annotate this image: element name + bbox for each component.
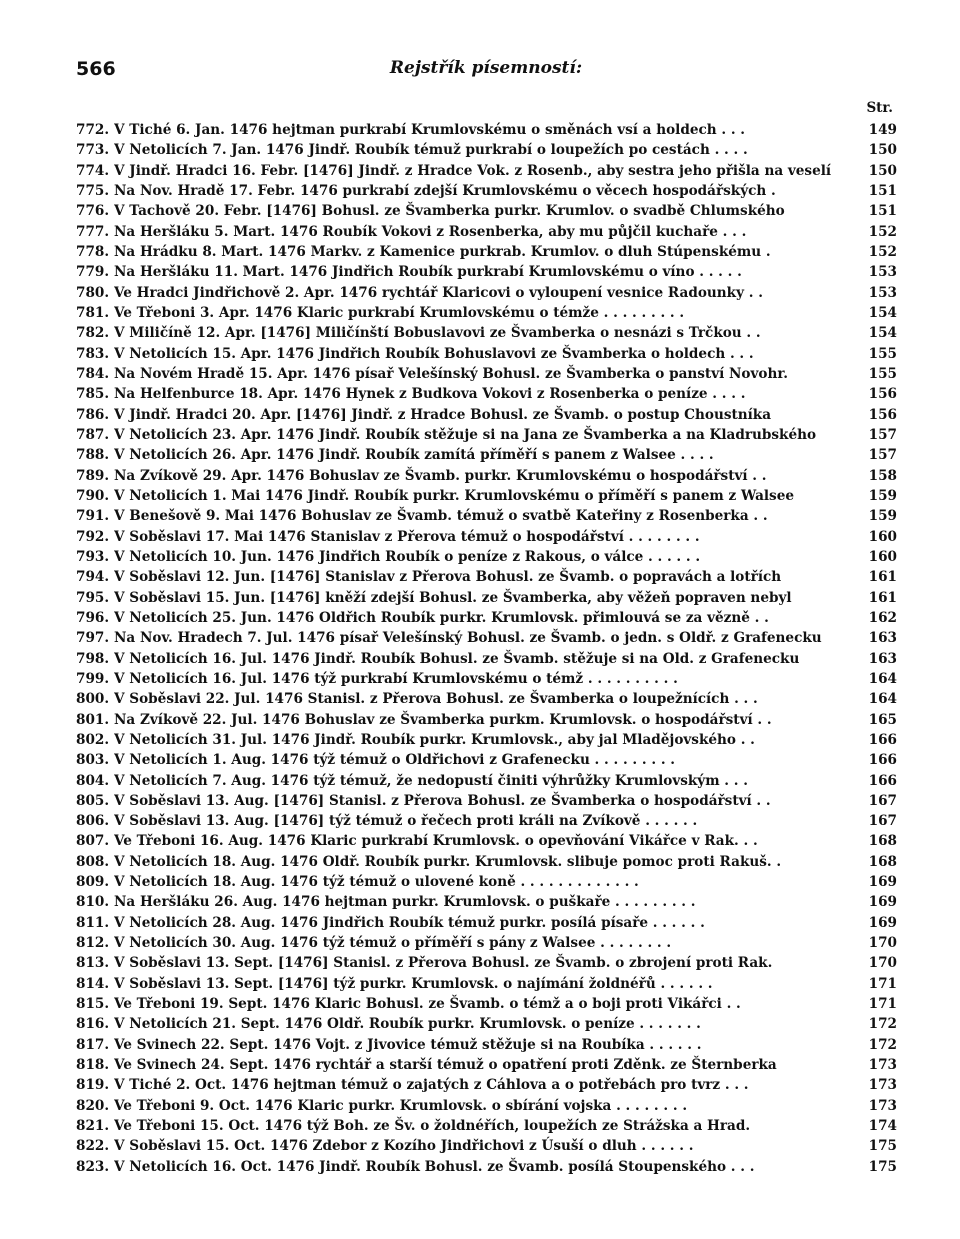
entry-page-number: 150 xyxy=(868,162,897,179)
register-entry xyxy=(76,222,897,242)
entry-description: V Tiché 2. Oct. 1476 hejtman témuž o zajatých z Cáhlova a o potřebách pro tvrz . . . xyxy=(114,1077,749,1094)
entry-description: Na Zvíkově 22. Jul. 1476 Bohuslav ze Švamberka purkm. Krumlovsk. o hospodářství . . xyxy=(114,711,772,728)
entry-page-number: 166 xyxy=(868,731,897,748)
register-entry xyxy=(76,161,897,181)
entry-description: Na Novém Hradě 15. Apr. 1476 písař Velešínský Bohusl. ze Švamberka o panství Novohr. xyxy=(114,365,788,382)
entry-number: 774. xyxy=(76,162,110,179)
entry-page-number: 154 xyxy=(868,304,897,321)
entry-page-number: 169 xyxy=(868,894,897,911)
register-entry xyxy=(76,831,897,851)
entry-number: 778. xyxy=(76,243,110,260)
entry-number: 817. xyxy=(76,1036,110,1053)
entry-description: V Soběslavi 12. Jun. [1476] Stanislav z Přerova Bohusl. ze Švamb. o popravách a lotřích xyxy=(114,569,782,586)
entry-page-number: 164 xyxy=(868,691,897,708)
register-entry xyxy=(76,1075,897,1095)
register-entry xyxy=(76,486,897,506)
entry-page-number: 171 xyxy=(868,975,897,992)
entry-number: 810. xyxy=(76,894,110,911)
entry-number: 798. xyxy=(76,650,110,667)
entry-page-number: 172 xyxy=(868,1036,897,1053)
entry-description: Na Hrádku 8. Mart. 1476 Markv. z Kamenice purkrab. Krumlov. o dluh Stúpenskému . xyxy=(114,243,771,260)
entry-page-number: 166 xyxy=(868,752,897,769)
entry-description: V Netolicích 23. Apr. 1476 Jindř. Roubík stěžuje si na Jana ze Švamberka a na Kladrubského xyxy=(114,426,817,443)
page-number: 566 xyxy=(76,58,116,80)
entry-description: V Benešově 9. Mai 1476 Bohuslav ze Švamb. témuž o svatbě Kateřiny z Rosenberka . . xyxy=(114,508,768,525)
entry-page-number: 163 xyxy=(868,630,897,647)
entry-description: Ve Třeboni 19. Sept. 1476 Klaric Bohusl. ze Švamb. o témž a o boji proti Vikářci . . xyxy=(114,996,741,1013)
entry-page-number: 173 xyxy=(868,1057,897,1074)
entry-page-number: 169 xyxy=(868,874,897,891)
entry-number: 793. xyxy=(76,548,110,565)
entry-number: 814. xyxy=(76,975,110,992)
entry-number: 790. xyxy=(76,487,110,504)
entry-description: Ve Třeboni 15. Oct. 1476 týž Boh. ze Šv. o žoldnéřích, loupežích ze Strážska a Hrad. xyxy=(114,1118,751,1135)
register-entry xyxy=(76,140,897,160)
register-entry xyxy=(76,994,897,1014)
entry-number: 794. xyxy=(76,569,110,586)
entry-page-number: 160 xyxy=(868,548,897,565)
register-entry xyxy=(76,771,897,791)
entry-description: V Netolicích 26. Apr. 1476 Jindř. Roubík zamítá příměří s panem z Walsee . . . . xyxy=(114,447,714,464)
entry-number: 785. xyxy=(76,386,110,403)
entry-number: 808. xyxy=(76,853,110,870)
register-entry xyxy=(76,933,897,953)
entry-page-number: 156 xyxy=(868,406,897,423)
entry-description: Na Zvíkově 29. Apr. 1476 Bohuslav ze Švamb. purkr. Krumlovskému o hospodářství . . xyxy=(114,467,767,484)
entry-number: 804. xyxy=(76,772,110,789)
entry-page-number: 167 xyxy=(868,813,897,830)
entry-number: 823. xyxy=(76,1158,110,1175)
entry-number: 792. xyxy=(76,528,110,545)
entry-description: V Netolicích 18. Aug. 1476 Oldř. Roubík purkr. Krumlovsk. slibuje pomoc proti Rakuš. . xyxy=(114,853,782,870)
entry-page-number: 168 xyxy=(868,833,897,850)
entry-page-number: 155 xyxy=(868,345,897,362)
entry-number: 812. xyxy=(76,935,110,952)
register-entry xyxy=(76,344,897,364)
entry-page-number: 170 xyxy=(868,935,897,952)
entry-number: 782. xyxy=(76,325,110,342)
entry-page-number: 159 xyxy=(868,487,897,504)
page-header xyxy=(76,58,896,86)
entry-description: V Netolicích 10. Jun. 1476 Jindřich Roubík o peníze z Rakous, o válce . . . . . . xyxy=(114,548,701,565)
register-entry xyxy=(76,506,897,526)
entry-page-number: 163 xyxy=(868,650,897,667)
entry-description: V Tiché 6. Jan. 1476 hejtman purkrabí Krumlovskému o směnách vsí a holdech . . . xyxy=(114,122,746,138)
entry-number: 797. xyxy=(76,630,110,647)
entry-description: V Netolicích 1. Mai 1476 Jindř. Roubík purkr. Krumlovskému o příměří s panem z Walsee xyxy=(114,487,795,504)
entry-page-number: 158 xyxy=(868,467,897,484)
entry-description: V Netolicích 1. Aug. 1476 týž témuž o Oldřichovi z Grafenecku . . . . . . . . . xyxy=(114,752,676,769)
register-entry xyxy=(76,242,897,262)
entry-page-number: 165 xyxy=(868,711,897,728)
entry-description: Ve Hradci Jindřichově 2. Apr. 1476 rychtář Klaricovi o vyloupení vesnice Radounky . . xyxy=(114,284,763,301)
entry-page-number: 162 xyxy=(868,609,897,626)
register-entry xyxy=(76,1014,897,1034)
entry-number: 818. xyxy=(76,1057,110,1074)
register-entry xyxy=(76,608,897,628)
entry-number: 784. xyxy=(76,365,110,382)
entry-description: V Soběslavi 13. Sept. [1476] týž purkr. Krumlovsk. o najímání žoldnéřů . . . . . . xyxy=(114,975,713,992)
entry-page-number: 175 xyxy=(868,1138,897,1155)
entry-page-number: 154 xyxy=(868,325,897,342)
entry-description: V Netolicích 15. Apr. 1476 Jindřich Roubík Bohuslavovi ze Švamberka o holdech . . . xyxy=(114,345,754,362)
register-entry xyxy=(76,913,897,933)
entry-number: 787. xyxy=(76,426,110,443)
entry-description: Na Nov. Hradech 7. Jul. 1476 písař Velešínský Bohusl. ze Švamb. o jedn. s Oldř. z Grafenecku xyxy=(114,630,822,647)
entry-page-number: 171 xyxy=(868,996,897,1013)
entry-page-number: 173 xyxy=(868,1077,897,1094)
entry-page-number: 169 xyxy=(868,914,897,931)
entry-description: V Miličíně 12. Apr. [1476] Miličínští Bobuslavovi ze Švamberka o nesnázi s Trčkou . . xyxy=(114,325,761,342)
entry-description: V Jindř. Hradci 16. Febr. [1476] Jindř. z Hradce Vok. z Rosenb., aby sestra jeho přišla na veselí xyxy=(114,162,832,179)
register-entry xyxy=(76,466,897,486)
register-entry xyxy=(76,649,897,669)
entry-description: Ve Třeboni 9. Oct. 1476 Klaric purkr. Krumlovsk. o sbírání vojska . . . . . . . . xyxy=(114,1097,688,1114)
register-entry xyxy=(76,974,897,994)
entry-page-number: 157 xyxy=(868,426,897,443)
entry-number: 813. xyxy=(76,955,110,972)
entry-number: 811. xyxy=(76,914,110,931)
entry-number: 775. xyxy=(76,182,110,199)
entry-description: V Tachově 20. Febr. [1476] Bohusl. ze Švamberka purkr. Krumlov. o svadbě Chlumského xyxy=(114,203,785,220)
register-entry xyxy=(76,384,897,404)
register-entry xyxy=(76,120,897,140)
entry-number: 788. xyxy=(76,447,110,464)
entry-number: 789. xyxy=(76,467,110,484)
register-entry xyxy=(76,750,897,770)
entry-description: Na Helfenburce 18. Apr. 1476 Hynek z Budkova Vokovi z Rosenberka o peníze . . . . xyxy=(114,386,746,403)
entry-description: V Netolicích 16. Oct. 1476 Jindř. Roubík Bohusl. ze Švamb. posílá Stoupenského . . . xyxy=(114,1158,755,1175)
register-entry xyxy=(76,527,897,547)
register-entry xyxy=(76,567,897,587)
entry-number: 807. xyxy=(76,833,110,850)
entry-number: 805. xyxy=(76,792,110,809)
entry-page-number: 161 xyxy=(868,569,897,586)
entry-description: Ve Třeboni 16. Aug. 1476 Klaric purkrabí Krumlovsk. o opevňování Vikářce v Rak. . . xyxy=(114,833,758,850)
register-entry xyxy=(76,669,897,689)
entry-description: V Netolicích 16. Jul. 1476 Jindř. Roubík Bohusl. ze Švamb. stěžuje si na Old. z Grafenecku xyxy=(114,650,800,667)
entry-description: V Soběslavi 13. Aug. [1476] Stanisl. z Přerova Bohusl. ze Švamberka o hospodářství . . xyxy=(114,792,771,809)
register-entry xyxy=(76,588,897,608)
register-entry xyxy=(76,852,897,872)
entry-number: 772. xyxy=(76,122,110,138)
entry-page-number: 153 xyxy=(868,284,897,301)
entry-page-number: 175 xyxy=(868,1158,897,1175)
register-entry xyxy=(76,689,897,709)
entry-page-number: 170 xyxy=(868,955,897,972)
entry-description: Na Heršláku 5. Mart. 1476 Roubík Vokovi z Rosenberka, aby mu půjčil kuchaře . . . xyxy=(114,223,747,240)
entry-number: 802. xyxy=(76,731,110,748)
register-entry xyxy=(76,1136,897,1156)
entry-number: 806. xyxy=(76,813,110,830)
page-column-label: Str. xyxy=(866,100,893,116)
entry-description: V Netolicích 25. Jun. 1476 Oldřich Roubík purkr. Krumlovsk. přimlouvá se za vězně . . xyxy=(114,609,769,626)
entry-description: Ve Třeboni 3. Apr. 1476 Klaric purkrabí Krumlovskému o témže . . . . . . . . . xyxy=(114,304,685,321)
register-entry xyxy=(76,303,897,323)
entry-description: V Netolicích 21. Sept. 1476 Oldř. Roubík purkr. Krumlovsk. o peníze . . . . . . . xyxy=(114,1016,701,1033)
entry-page-number: 174 xyxy=(868,1118,897,1135)
entry-page-number: 156 xyxy=(868,386,897,403)
entry-number: 803. xyxy=(76,752,110,769)
register-entry xyxy=(76,811,897,831)
entry-page-number: 160 xyxy=(868,528,897,545)
entry-description: V Netolicích 7. Jan. 1476 Jindř. Roubík témuž purkrabí o loupežích po cestách . . . . xyxy=(114,142,748,159)
entry-page-number: 168 xyxy=(868,853,897,870)
entry-page-number: 153 xyxy=(868,264,897,281)
entry-description: V Soběslavi 17. Mai 1476 Stanislav z Přerova témuž o hospodářství . . . . . . . . xyxy=(114,528,700,545)
register-entry xyxy=(76,710,897,730)
entry-page-number: 161 xyxy=(868,589,897,606)
register-entry xyxy=(76,547,897,567)
register-entry xyxy=(76,405,897,425)
register-entry xyxy=(76,445,897,465)
register-entry xyxy=(76,953,897,973)
register-entry xyxy=(76,1157,897,1177)
entry-number: 780. xyxy=(76,284,110,301)
register-entry xyxy=(76,323,897,343)
entry-description: V Netolicích 16. Jul. 1476 týž purkrabí Krumlovskému o témž . . . . . . . . . . xyxy=(114,670,678,687)
entry-number: 786. xyxy=(76,406,110,423)
entry-number: 809. xyxy=(76,874,110,891)
entry-description: Ve Svinech 24. Sept. 1476 rychtář a starší témuž o opatření proti Zděnk. ze Šternberka xyxy=(114,1057,777,1074)
entry-page-number: 172 xyxy=(868,1016,897,1033)
entry-page-number: 155 xyxy=(868,365,897,382)
entry-page-number: 159 xyxy=(868,508,897,525)
register-entry xyxy=(76,262,897,282)
register-entry xyxy=(76,201,897,221)
entry-description: V Soběslavi 15. Jun. [1476] kněží zdejší Bohusl. ze Švamberka, aby věžeň popraven nebyl xyxy=(114,589,792,606)
entry-page-number: 152 xyxy=(868,223,897,240)
entry-description: V Netolicích 30. Aug. 1476 týž témuž o příměří s pány z Walsee . . . . . . . . xyxy=(114,935,672,952)
entry-number: 779. xyxy=(76,264,110,281)
entry-number: 795. xyxy=(76,589,110,606)
entry-page-number: 151 xyxy=(868,203,897,220)
entry-number: 800. xyxy=(76,691,110,708)
entry-page-number: 151 xyxy=(868,182,897,199)
register-entry xyxy=(76,628,897,648)
entry-page-number: 167 xyxy=(868,792,897,809)
entry-description: V Jindř. Hradci 20. Apr. [1476] Jindř. z Hradce Bohusl. ze Švamb. o postup Choustníka xyxy=(114,406,772,423)
register-entry xyxy=(76,892,897,912)
register-entry xyxy=(76,730,897,750)
entry-number: 791. xyxy=(76,508,110,525)
entry-number: 796. xyxy=(76,609,110,626)
entry-description: V Soběslavi 15. Oct. 1476 Zdebor z Kozího Jindřichovi z Úsuší o dluh . . . . . . xyxy=(114,1138,694,1155)
entry-description: V Netolicích 28. Aug. 1476 Jindřich Roubík témuž purkr. posílá písaře . . . . . . xyxy=(114,914,705,931)
entry-description: V Netolicích 31. Jul. 1476 Jindř. Roubík purkr. Krumlovsk., aby jal Mladějovského . . xyxy=(114,731,755,748)
entry-description: V Soběslavi 13. Sept. [1476] Stanisl. z Přerova Bohusl. ze Švamb. o zbrojení proti Rak. xyxy=(114,955,773,972)
entry-number: 773. xyxy=(76,142,110,159)
entry-page-number: 157 xyxy=(868,447,897,464)
register-entry xyxy=(76,1096,897,1116)
entry-number: 822. xyxy=(76,1138,110,1155)
entry-number: 783. xyxy=(76,345,110,362)
entry-description: Na Heršláku 11. Mart. 1476 Jindřich Roubík purkrabí Krumlovskému o víno . . . . . xyxy=(114,264,742,281)
entry-description: Na Heršláku 26. Aug. 1476 hejtman purkr. Krumlovsk. o puškaře . . . . . . . . . xyxy=(114,894,696,911)
entry-number: 799. xyxy=(76,670,110,687)
register-entry xyxy=(76,1055,897,1075)
entry-description: V Netolicích 18. Aug. 1476 týž témuž o ulovené koně . . . . . . . . . . . . . xyxy=(114,874,639,891)
register-entry xyxy=(76,1035,897,1055)
entry-description: V Soběslavi 22. Jul. 1476 Stanisl. z Přerova Bohusl. ze Švamberka o loupežnících . . . xyxy=(114,691,758,708)
running-title: Rejstřík písemností: xyxy=(389,58,583,78)
entry-page-number: 173 xyxy=(868,1097,897,1114)
entry-description: V Soběslavi 13. Aug. [1476] týž témuž o řečech proti králi na Zvíkově . . . . . . xyxy=(114,813,698,830)
register-entry xyxy=(76,283,897,303)
entry-number: 819. xyxy=(76,1077,110,1094)
entry-number: 781. xyxy=(76,304,110,321)
register-entry xyxy=(76,425,897,445)
entry-number: 776. xyxy=(76,203,110,220)
entry-number: 820. xyxy=(76,1097,110,1114)
register-entry xyxy=(76,1116,897,1136)
register-entry xyxy=(76,872,897,892)
entry-description: Na Nov. Hradě 17. Febr. 1476 purkrabí zdejší Krumlovskému o věcech hospodářských . xyxy=(114,182,776,199)
entry-number: 777. xyxy=(76,223,110,240)
entry-description: Ve Svinech 22. Sept. 1476 Vojt. z Jivovice témuž stěžuje si na Roubíka . . . . . . xyxy=(114,1036,702,1053)
entry-number: 821. xyxy=(76,1118,110,1135)
register-entries-list xyxy=(76,120,897,1177)
entry-page-number: 149 xyxy=(868,122,897,138)
entry-number: 815. xyxy=(76,996,110,1013)
register-entry xyxy=(76,791,897,811)
entry-number: 801. xyxy=(76,711,110,728)
register-entry xyxy=(76,181,897,201)
register-entry xyxy=(76,364,897,384)
entry-page-number: 164 xyxy=(868,670,897,687)
entry-page-number: 152 xyxy=(868,243,897,260)
entry-page-number: 166 xyxy=(868,772,897,789)
entry-description: V Netolicích 7. Aug. 1476 týž témuž, že nedopustí činiti výhrůžky Krumlovským . . . xyxy=(114,772,748,789)
entry-page-number: 150 xyxy=(868,142,897,159)
entry-number: 816. xyxy=(76,1016,110,1033)
